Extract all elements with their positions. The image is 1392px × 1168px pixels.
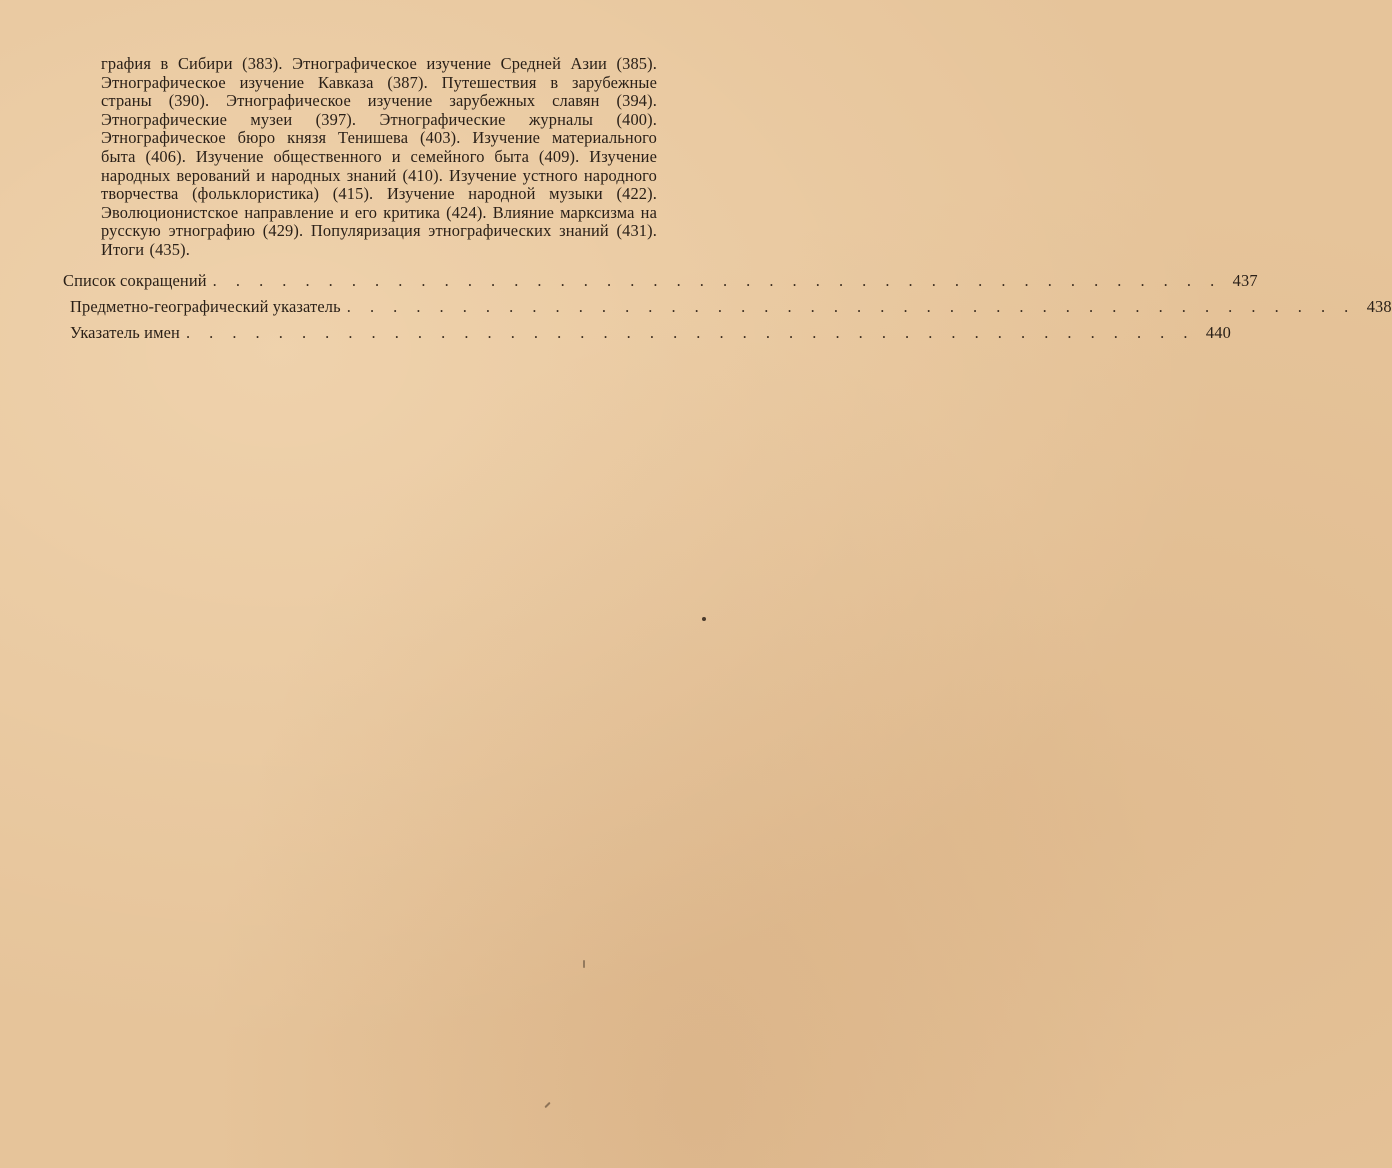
- toc-entry-title: Предметно-географический указатель: [70, 297, 341, 316]
- toc-entry-page-number: 437: [1232, 271, 1258, 290]
- toc-entry-abbreviations: [63, 270, 1258, 292]
- toc-entry-name-index: [70, 322, 1231, 344]
- toc-entry-title: Указатель имен: [70, 323, 180, 342]
- chapter-annotation: графия в Сибири (383). Этнографическое изучение Средней Азии (385). Этнографическое изучение Кавказа (387). Путешествия в зарубежные страны (390). Этнографическое изучение зарубежных славян (394). Этнографические музеи (397). Этнографические журналы (400). Этнографическое бюро князя Тенишева (403). Изучение материального быта (406). Изучение общественного и семейного быта (409). Изучение народных верований и народных знаний (410). Изучение устного народного творчества (фольклористика) (415). Изучение народной музыки (422). Эволюционистское направление и его критика (424). Влияние марксизма на русскую этнографию (429). Популяризация этнографических знаний (431). Итоги (435).: [101, 54, 657, 259]
- toc-entry-page-number: 438: [1366, 297, 1392, 316]
- paper-speck: [702, 617, 706, 621]
- toc-entry-subject-index: [70, 296, 1392, 318]
- dot-leader: . . . . . . . . . . . . . . . . . . . . . . . . . . . . . . . . . . . . . . . . . . . .: [346, 297, 1356, 316]
- toc-entry-page-number: 440: [1205, 323, 1231, 342]
- paper-speck: [544, 1102, 550, 1108]
- dot-leader: . . . . . . . . . . . . . . . . . . . . . . . . . . . . . . . . . . . . . . . . . . . .: [185, 323, 1195, 342]
- dot-leader: . . . . . . . . . . . . . . . . . . . . . . . . . . . . . . . . . . . . . . . . . . . .: [212, 271, 1222, 290]
- toc-entry-title: Список сокращений: [63, 271, 207, 290]
- paper-speck: [583, 960, 585, 968]
